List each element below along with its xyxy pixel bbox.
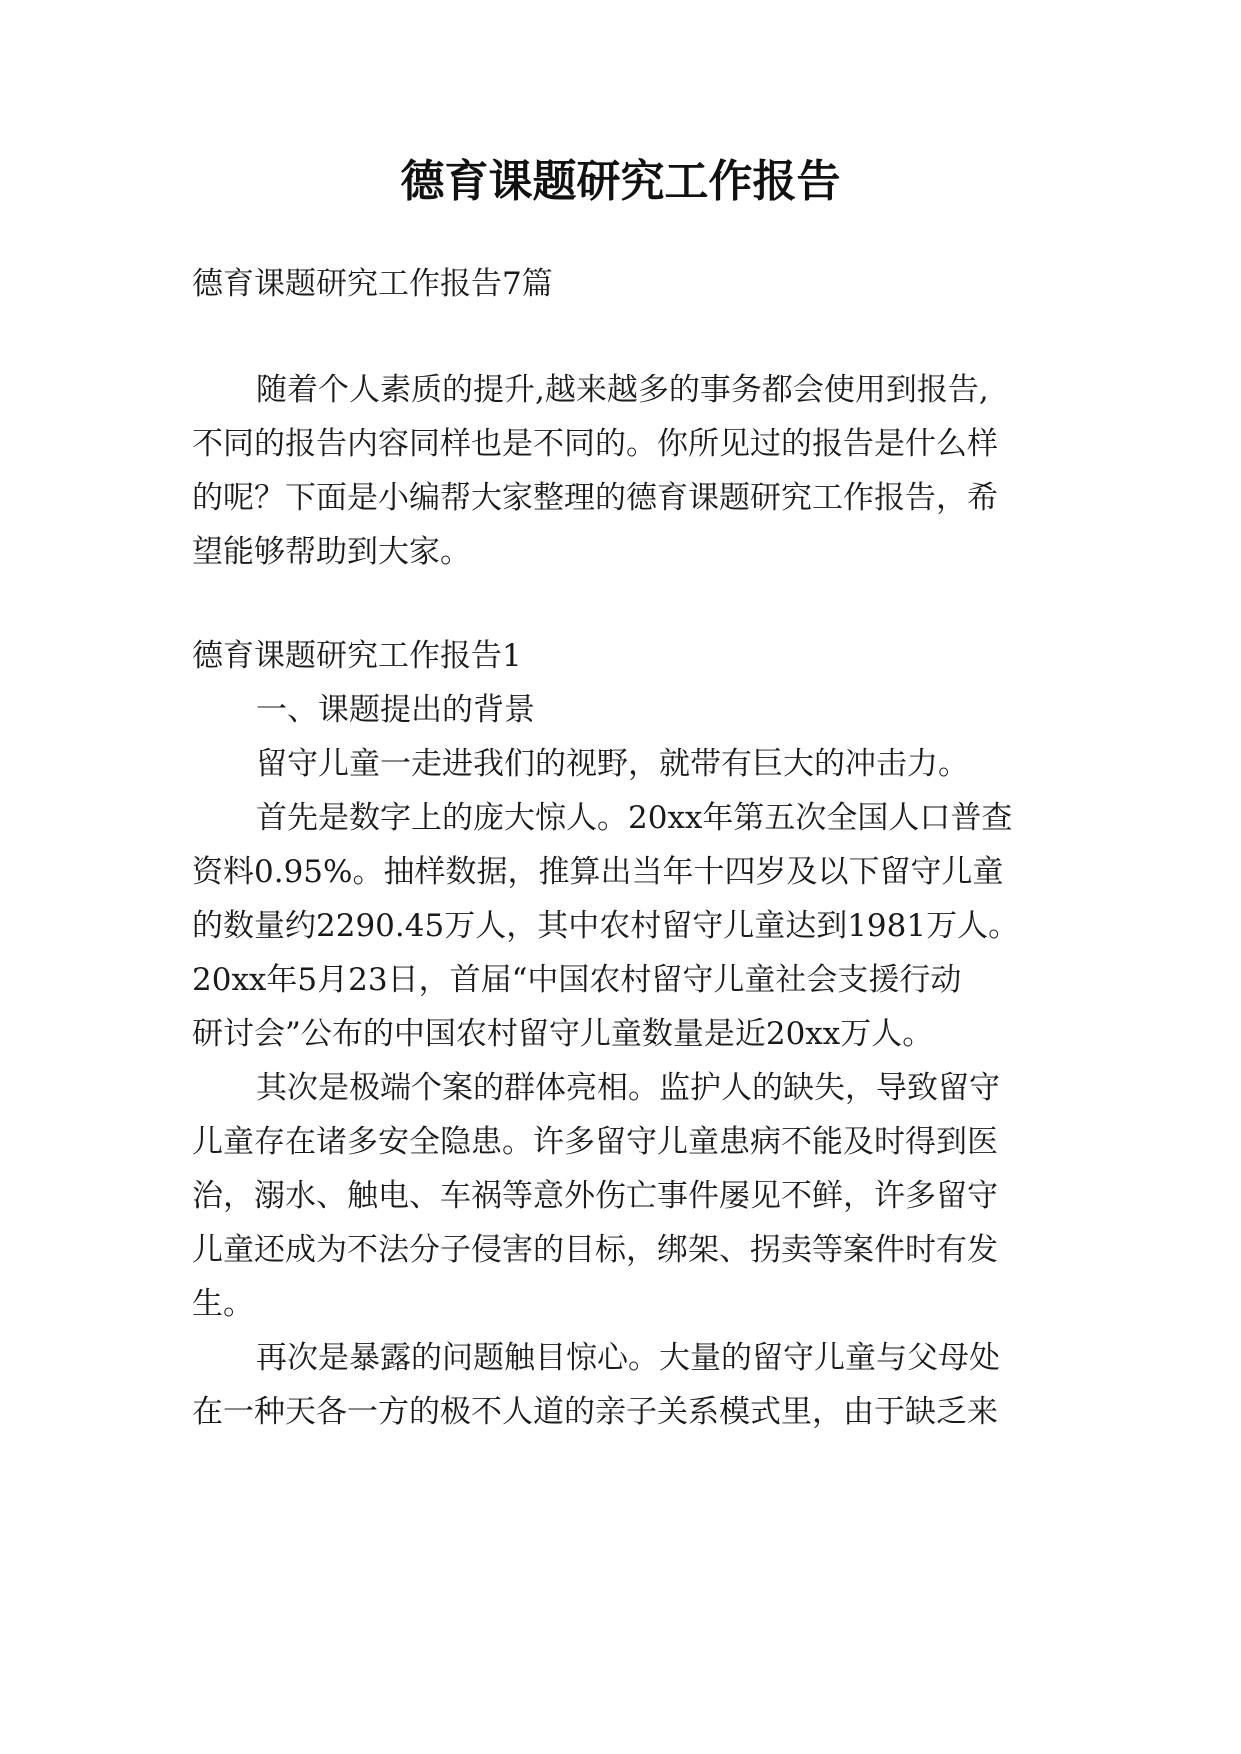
section-title: 德育课题研究工作报告1 — [192, 638, 522, 674]
paragraph-line: 其次是极端个案的群体亮相。监护人的缺失，导致留守 — [256, 1070, 1000, 1106]
intro-line: 随着个人素质的提升,越来越多的事务都会使用到报告, — [256, 372, 989, 408]
paragraph-line: 在一种天各一方的极不人道的亲子关系模式里，由于缺乏来 — [192, 1394, 998, 1430]
section-heading: 一、课题提出的背景 — [256, 692, 535, 728]
paragraph-line: 的数量约2290.45万人，其中农村留守儿童达到1981万人。 — [192, 908, 1020, 944]
paragraph-line: 资料0.95%。抽样数据，推算出当年十四岁及以下留守儿童 — [192, 854, 1004, 890]
paragraph-line: 儿童存在诸多安全隐患。许多留守儿童患病不能及时得到医 — [192, 1124, 998, 1160]
paragraph-line: 留守儿童一走进我们的视野，就带有巨大的冲击力。 — [256, 746, 969, 782]
document-title: 德育课题研究工作报告 — [400, 156, 841, 207]
paragraph-line: 20xx年5月23日，首届“中国农村留守儿童社会支援行动 — [192, 962, 962, 998]
paragraph-line: 研讨会”公布的中国农村留守儿童数量是近20xx万人。 — [192, 1016, 934, 1052]
paragraph-line: 生。 — [192, 1286, 254, 1322]
paragraph-line: 首先是数字上的庞大惊人。20xx年第五次全国人口普查 — [256, 800, 1013, 836]
paragraph-line: 治，溺水、触电、车祸等意外伤亡事件屡见不鲜，许多留守 — [192, 1178, 998, 1214]
paragraph-line: 儿童还成为不法分子侵害的目标，绑架、拐卖等案件时有发 — [192, 1232, 998, 1268]
intro-line: 的呢？下面是小编帮大家整理的德育课题研究工作报告，希 — [192, 480, 998, 516]
intro-line: 望能够帮助到大家。 — [192, 534, 471, 570]
paragraph-line: 再次是暴露的问题触目惊心。大量的留守儿童与父母处 — [256, 1340, 1000, 1376]
intro-line: 不同的报告内容同样也是不同的。你所见过的报告是什么样 — [192, 426, 998, 462]
document-subtitle: 德育课题研究工作报告7篇 — [192, 266, 553, 302]
